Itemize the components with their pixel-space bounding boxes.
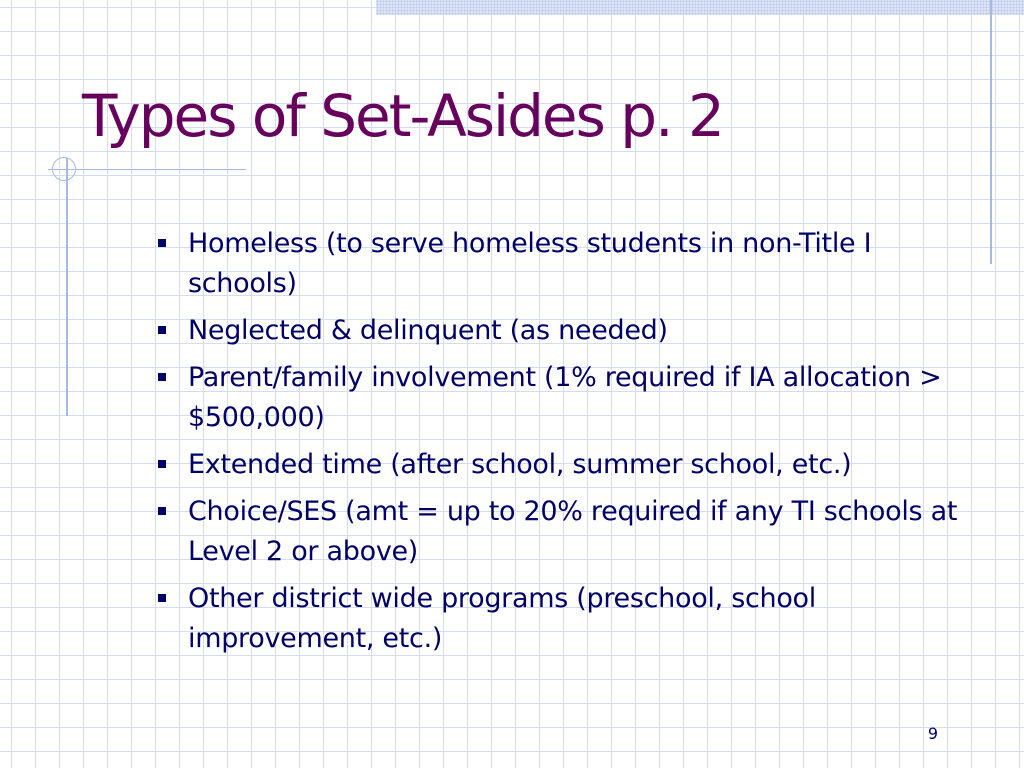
decorative-vertical-line-left xyxy=(66,158,68,416)
bullet-item xyxy=(158,579,958,659)
square-bullet-icon xyxy=(158,507,166,515)
slide-title: Types of Set-Asides p. 2 xyxy=(82,82,723,150)
square-bullet-icon xyxy=(158,460,166,468)
page-number: 9 xyxy=(927,724,938,743)
bullet-item xyxy=(158,311,958,351)
square-bullet-icon xyxy=(158,594,166,602)
bullet-list xyxy=(158,224,958,666)
decorative-horizontal-line xyxy=(48,169,246,170)
square-bullet-icon xyxy=(158,373,166,381)
bullet-item xyxy=(158,224,958,304)
bullet-item xyxy=(158,492,958,572)
bullet-text: Parent/family involvement (1% required if IA allocation > $500,000) xyxy=(188,362,942,433)
bullet-text: Neglected & delinquent (as needed) xyxy=(188,315,668,346)
top-decorative-band xyxy=(376,0,1024,15)
decorative-vertical-line-right xyxy=(990,0,992,264)
registration-circle-icon xyxy=(52,157,76,181)
bullet-text: Extended time (after school, summer school, etc.) xyxy=(188,449,852,480)
square-bullet-icon xyxy=(158,239,166,247)
bullet-text: Homeless (to serve homeless students in non-Title I schools) xyxy=(188,228,872,299)
square-bullet-icon xyxy=(158,326,166,334)
bullet-item xyxy=(158,358,958,438)
bullet-item xyxy=(158,445,958,485)
bullet-text: Other district wide programs (preschool, school improvement, etc.) xyxy=(188,583,816,654)
bullet-text: Choice/SES (amt = up to 20% required if any TI schools at Level 2 or above) xyxy=(188,496,958,567)
